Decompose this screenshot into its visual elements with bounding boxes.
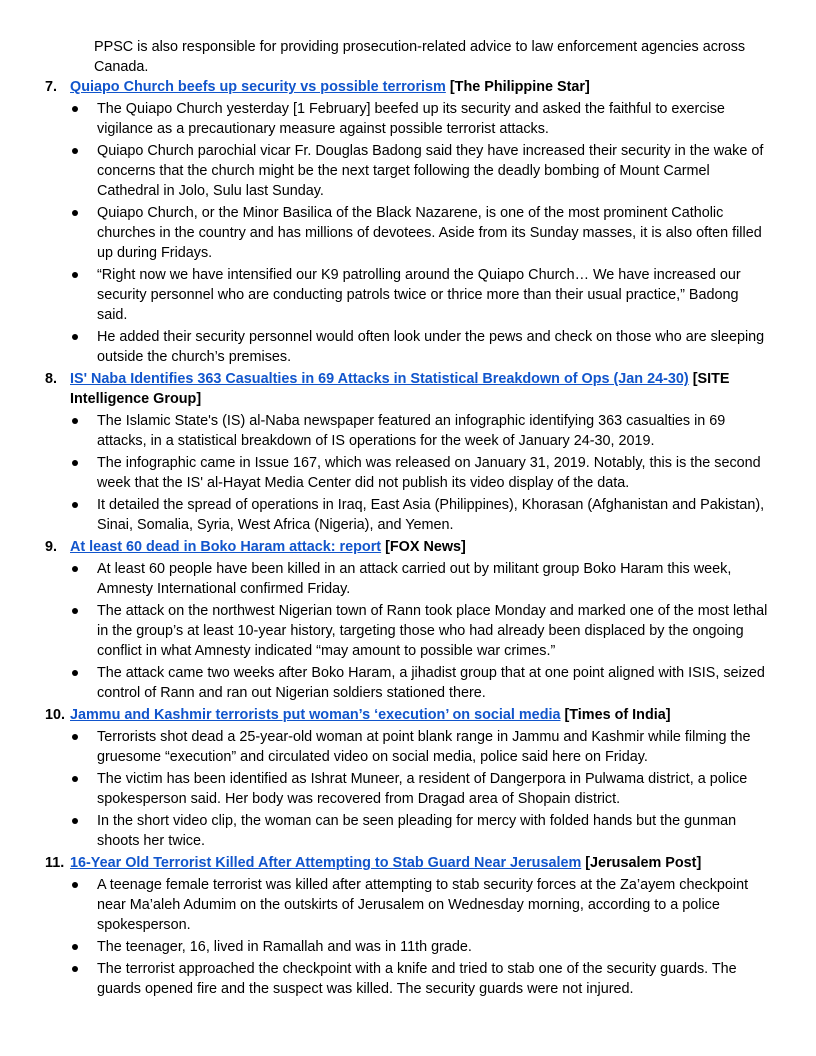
item-number: 8.	[45, 371, 58, 387]
bullet-item	[0, 411, 816, 451]
news-item-heading	[0, 853, 816, 873]
article-link[interactable]: 16-Year Old Terrorist Killed After Attempting to Stab Guard Near Jerusalem	[70, 855, 582, 871]
article-link[interactable]: IS' Naba Identifies 363 Casualties in 69 Attacks in Statistical Breakdown of Ops (Jan 24-30)	[70, 371, 689, 387]
bullet-text: The attack came two weeks after Boko Haram, a jihadist group that at one point aligned with ISIS, seized control of Rann and ran out Nigerian soldiers stationed there.	[97, 665, 765, 701]
news-item-heading	[0, 537, 816, 557]
bullet-icon	[72, 148, 78, 154]
bullet-text: The infographic came in Issue 167, which was released on January 31, 2019. Notably, this is the second week that the IS' al-Hayat Media Center did not publish its video display of the data.	[97, 455, 761, 491]
bullet-item	[0, 453, 816, 493]
item-number: 9.	[45, 539, 58, 555]
article-link[interactable]: Quiapo Church beefs up security vs possible terrorism	[70, 79, 446, 95]
news-item-heading	[0, 77, 816, 97]
bullet-item	[0, 141, 816, 201]
news-item	[0, 77, 816, 367]
bullet-text: The terrorist approached the checkpoint with a knife and tried to stab one of the security guards. The guards opened fire and the suspect was killed. The security guards were not injured.	[97, 961, 737, 997]
item-source: [Jerusalem Post]	[585, 855, 702, 871]
bullet-text: The Quiapo Church yesterday [1 February] beefed up its security and asked the faithful to exercise vigilance as a precautionary measure against possible terrorist attacks.	[97, 101, 725, 137]
bullet-icon	[72, 272, 78, 278]
bullet-item	[0, 663, 816, 703]
news-item-heading	[0, 369, 816, 409]
item-source: [SITE Intelligence Group]	[70, 371, 730, 407]
bullet-icon	[72, 566, 78, 572]
bullet-icon	[72, 418, 78, 424]
bullet-text: In the short video clip, the woman can be seen pleading for mercy with folded hands but the gunman shoots her twice.	[97, 813, 737, 849]
bullet-icon	[72, 818, 78, 824]
bullet-item	[0, 769, 816, 809]
bullet-item	[0, 327, 816, 367]
news-item	[0, 853, 816, 999]
bullet-text: The attack on the northwest Nigerian town of Rann took place Monday and marked one of the most lethal in the group’s at least 10-year history, targeting those who had already been displaced by the ongoing conflict in what Amnesty indicated “may amount to possible war crimes.”	[97, 603, 768, 659]
intro-paragraph: PPSC is also responsible for providing prosecution-related advice to law enforcement agencies across Canada.	[94, 39, 746, 75]
bullet-text: The teenager, 16, lived in Ramallah and was in 11th grade.	[97, 939, 472, 955]
bullet-icon	[72, 334, 78, 340]
bullet-item	[0, 811, 816, 851]
article-link[interactable]: At least 60 dead in Boko Haram attack: report	[70, 539, 382, 555]
article-link[interactable]: Jammu and Kashmir terrorists put woman’s ‘execution’ on social media	[70, 707, 561, 723]
bullet-icon	[72, 944, 78, 950]
bullet-item	[0, 875, 816, 935]
bullet-text: “Right now we have intensified our K9 patrolling around the Quiapo Church… We have increased our security personnel who are conducting patrols twice or thrice more than their usual practice,” Badong said.	[97, 267, 741, 323]
item-number: 7.	[45, 79, 58, 95]
bullet-list	[0, 875, 816, 999]
item-source: [The Philippine Star]	[449, 79, 590, 95]
bullet-list	[0, 727, 816, 851]
bullet-icon	[72, 670, 78, 676]
news-item	[0, 537, 816, 703]
bullet-text: Quiapo Church, or the Minor Basilica of the Black Nazarene, is one of the most prominent Catholic churches in the country and has millions of devotees. Aside from its Sunday masses, it is also often filled up during Fridays.	[97, 205, 762, 261]
bullet-text: At least 60 people have been killed in an attack carried out by militant group Boko Haram this week, Amnesty International confirmed Friday.	[97, 561, 732, 597]
bullet-item	[0, 265, 816, 325]
bullet-icon	[72, 776, 78, 782]
bullet-list	[0, 99, 816, 367]
bullet-item	[0, 203, 816, 263]
bullet-icon	[72, 608, 78, 614]
news-item-heading	[0, 705, 816, 725]
bullet-item	[0, 99, 816, 139]
bullet-icon	[72, 210, 78, 216]
bullet-icon	[72, 106, 78, 112]
bullet-icon	[72, 734, 78, 740]
news-item	[0, 369, 816, 535]
bullet-item	[0, 959, 816, 999]
bullet-item	[0, 495, 816, 535]
bullet-text: It detailed the spread of operations in Iraq, East Asia (Philippines), Khorasan (Afghanistan and Pakistan), Sinai, Somalia, Syria, West Africa (Nigeria), and Yemen.	[97, 497, 765, 533]
bullet-item	[0, 937, 816, 957]
bullet-text: The Islamic State's (IS) al-Naba newspaper featured an infographic identifying 363 casualties in 69 attacks, in a statistical breakdown of IS operations for the week of January 24-30, 2019.	[97, 413, 726, 449]
bullet-text: He added their security personnel would often look under the pews and check on those who are sleeping outside the church’s premises.	[97, 329, 765, 365]
bullet-icon	[72, 460, 78, 466]
bullet-icon	[72, 502, 78, 508]
bullet-icon	[72, 882, 78, 888]
item-number: 10.	[45, 707, 66, 723]
item-source: [Times of India]	[564, 707, 671, 723]
bullet-text: A teenage female terrorist was killed after attempting to stab security forces at the Za’ayem checkpoint near Ma’aleh Adumim on the outskirts of Jerusalem on Wednesday morning, according to a police spokesperson.	[97, 877, 749, 933]
item-number: 11.	[45, 855, 65, 871]
bullet-text: Quiapo Church parochial vicar Fr. Douglas Badong said they have increased their security in the wake of concerns that the church might be the next target following the deadly bombing of Mount Carmel Cathedral in Jolo, Sulu last Sunday.	[97, 143, 764, 199]
bullet-list	[0, 411, 816, 535]
item-source: [FOX News]	[385, 539, 466, 555]
bullet-list	[0, 559, 816, 703]
news-item	[0, 705, 816, 851]
bullet-text: Terrorists shot dead a 25-year-old woman at point blank range in Jammu and Kashmir while filming the gruesome “execution” and circulated video on social media, police said here on Friday.	[97, 729, 751, 765]
bullet-item	[0, 601, 816, 661]
news-item-list	[0, 77, 816, 1001]
bullet-text: The victim has been identified as Ishrat Muneer, a resident of Dangerpora in Pulwama district, a police spokesperson said. Her body was recovered from Dragad area of Shopain district.	[97, 771, 748, 807]
bullet-item	[0, 727, 816, 767]
bullet-icon	[72, 966, 78, 972]
bullet-item	[0, 559, 816, 599]
